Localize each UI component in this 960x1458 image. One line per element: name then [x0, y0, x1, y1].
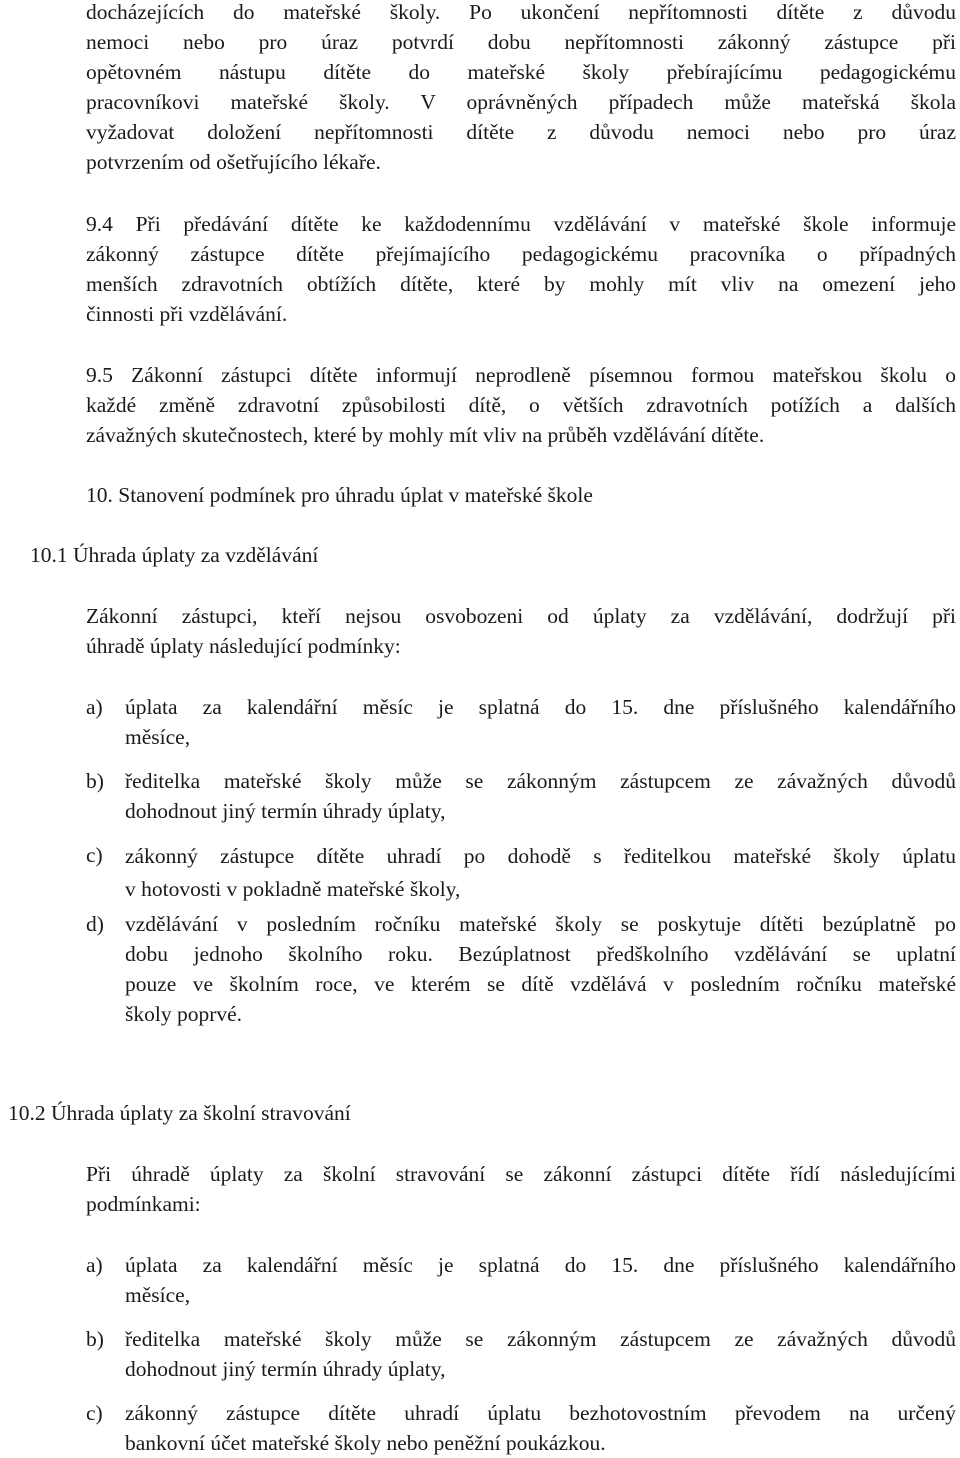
text-line: dobu jednoho školního roku. Bezúplatnost předškolního vzdělávání se uplatní	[125, 942, 956, 966]
text-line: 9.5 Zákonní zástupci dítěte informují neprodleně písemnou formou mateřskou školu o	[86, 363, 956, 387]
text-line: měsíce,	[125, 1283, 191, 1307]
text-line: měsíce,	[125, 725, 191, 749]
text-line: zákonný zástupce dítěte přejímajícího pedagogickému pracovníka o případných	[86, 242, 956, 266]
text-line: nemoci nebo pro úraz potvrdí dobu nepřítomnosti zákonný zástupce při	[86, 30, 956, 54]
subsection-heading-10-1: 10.1 Úhrada úplaty za vzdělávání	[30, 543, 319, 567]
paragraph-absence-confirmation	[86, 0, 956, 177]
list-item-label: c)	[86, 843, 103, 867]
paragraph-9-5	[86, 360, 956, 450]
text-line: ředitelka mateřské školy může se zákonným zástupcem ze závažných důvodů	[125, 769, 956, 793]
text-line: činnosti při vzdělávání.	[86, 302, 288, 326]
list-item-label: c)	[86, 1401, 103, 1425]
text-line: zákonný zástupce dítěte uhradí úplatu bezhotovostním převodem na určený	[125, 1401, 956, 1425]
text-line: závažných skutečnostech, které by mohly mít vliv na průběh vzdělávání dítěte.	[86, 423, 765, 447]
text-line: Při úhradě úplaty za školní stravování se zákonní zástupci dítěte řídí následujícími	[86, 1162, 956, 1186]
text-line: pouze ve školním roce, ve kterém se dítě vzdělává v posledním ročníku mateřské	[125, 972, 956, 996]
list-item-label: d)	[86, 912, 104, 936]
paragraph-10-1-intro	[86, 601, 956, 661]
text-line: každé změně zdravotní způsobilosti dítě, o větších zdravotních potížích a dalších	[86, 393, 956, 417]
text-line: Zákonní zástupci, kteří nejsou osvobozeni od úplaty za vzdělávání, dodržují při	[86, 604, 956, 628]
paragraph-10-2-intro	[86, 1159, 956, 1219]
text-line: vyžadovat doložení nepřítomnosti dítěte z důvodu nemoci nebo pro úraz	[86, 120, 956, 144]
list-item-label: b)	[86, 1327, 104, 1351]
text-line: docházejících do mateřské školy. Po ukončení nepřítomnosti dítěte z důvodu	[86, 0, 956, 24]
text-line: menších zdravotních obtížích dítěte, které by mohly mít vliv na omezení jeho	[86, 272, 956, 296]
text-line: podmínkami:	[86, 1192, 201, 1216]
text-line: úplata za kalendářní měsíc je splatná do 15. dne příslušného kalendářního	[125, 1253, 956, 1277]
paragraph-9-4	[86, 209, 956, 329]
list-item-label: b)	[86, 769, 104, 793]
list-item-label: a)	[86, 1253, 103, 1277]
text-line: školy poprvé.	[125, 1002, 243, 1026]
text-line: bankovní účet mateřské školy nebo peněžní poukázkou.	[125, 1431, 606, 1455]
text-line: úhradě úplaty následující podmínky:	[86, 634, 401, 658]
text-line: dohodnout jiný termín úhrady úplaty,	[125, 799, 446, 823]
text-line: potvrzením od ošetřujícího lékaře.	[86, 150, 381, 174]
text-line: dohodnout jiný termín úhrady úplaty,	[125, 1357, 446, 1381]
list-item-label: a)	[86, 695, 103, 719]
text-line: v hotovosti v pokladně mateřské školy,	[125, 877, 461, 901]
text-line: zákonný zástupce dítěte uhradí po dohodě s ředitelkou mateřské školy úplatu	[125, 844, 956, 868]
text-line: vzdělávání v posledním ročníku mateřské školy se poskytuje dítěti bezúplatně po	[125, 912, 956, 936]
section-heading-10: 10. Stanovení podmínek pro úhradu úplat v mateřské škole	[86, 483, 593, 507]
text-line: 9.4 Při předávání dítěte ke každodennímu vzdělávání v mateřské škole informuje	[86, 212, 956, 236]
text-line: pracovníkovi mateřské školy. V oprávněných případech může mateřská škola	[86, 90, 956, 114]
text-line: opětovném nástupu dítěte do mateřské školy přebírajícímu pedagogickému	[86, 60, 956, 84]
subsection-heading-10-2: 10.2 Úhrada úplaty za školní stravování	[8, 1101, 351, 1125]
text-line: úplata za kalendářní měsíc je splatná do 15. dne příslušného kalendářního	[125, 695, 956, 719]
text-line: ředitelka mateřské školy může se zákonným zástupcem ze závažných důvodů	[125, 1327, 956, 1351]
